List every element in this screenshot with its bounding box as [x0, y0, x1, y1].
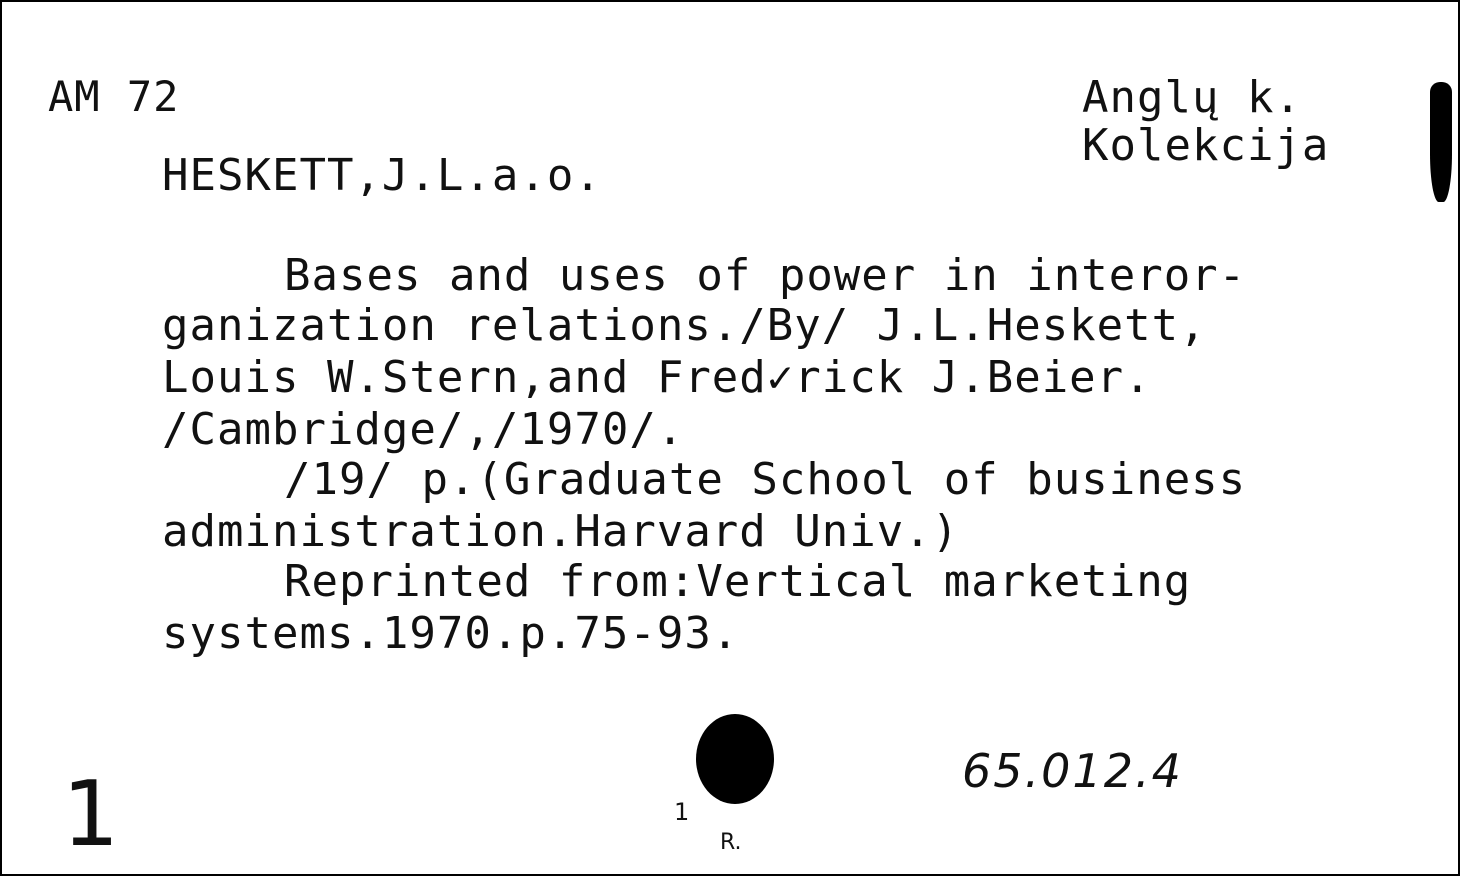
series-line: administration.Harvard Univ.) — [162, 506, 960, 557]
authors-line: Louis W.Stern,and Fred✓rick J.Beier. — [162, 352, 1152, 403]
handwritten-small-mark: 1 — [674, 798, 690, 826]
handwritten-classification: 65.012.4 — [962, 744, 1183, 798]
title-line: ganization relations./By/ J.L.Heskett, — [162, 300, 1207, 351]
collation-line: /19/ p.(Graduate School of business — [284, 454, 1247, 505]
handwritten-initial: R. — [720, 830, 742, 855]
author-heading: HESKETT,J.L.a.o. — [162, 150, 602, 201]
note-line: Reprinted from:Vertical marketing — [284, 556, 1192, 607]
handwritten-copy-number: 1 — [62, 762, 120, 867]
call-number: AM 72 — [48, 72, 180, 121]
punch-hole — [696, 714, 774, 804]
collection-label: Kolekcija — [1082, 120, 1330, 171]
note-line: systems.1970.p.75-93. — [162, 608, 740, 659]
card-edge-mark — [1430, 82, 1452, 202]
collection-language: Anglų k. — [1082, 72, 1302, 123]
imprint-line: /Cambridge/,/1970/. — [162, 404, 685, 455]
title-line: Bases and uses of power in interor- — [284, 250, 1247, 301]
